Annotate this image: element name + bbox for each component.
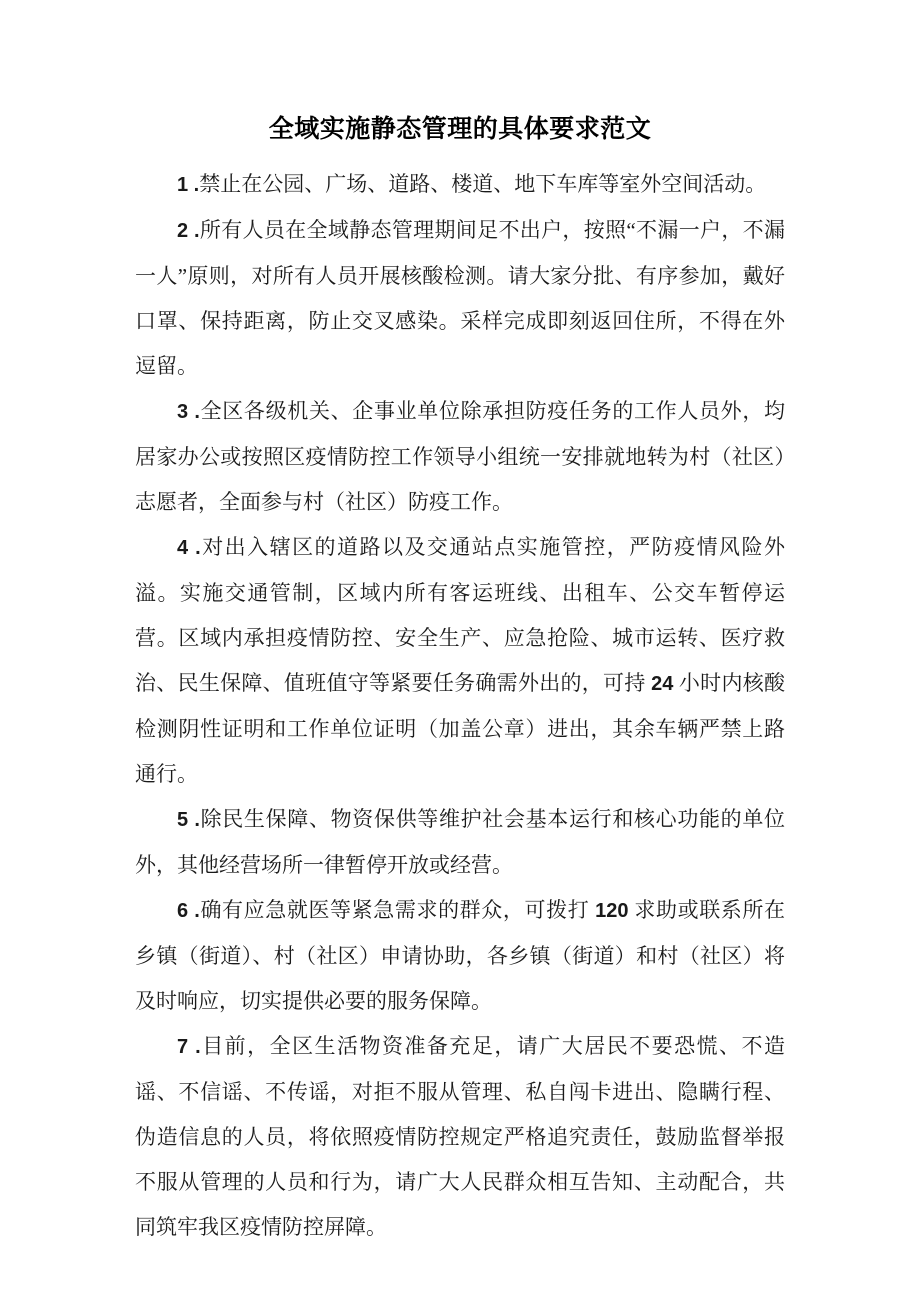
- paragraph-item-7: [135, 1024, 785, 1250]
- list-separator-3: .: [188, 401, 200, 423]
- paragraph-text-5: 除民生保障、物资保供等维护社会基本运行和核心功能的单位外，其他经营场所一律暂停开放或经营。: [135, 807, 785, 877]
- inline-number-120: 120: [595, 900, 629, 922]
- list-number-5: 5: [177, 809, 189, 831]
- list-number-6: 6: [177, 900, 189, 922]
- list-number-7: 7: [177, 1036, 189, 1058]
- list-separator-2: .: [188, 220, 200, 242]
- paragraph-text-6-after: 求助或联系所在乡镇（街道）、村（社区）申请协助，各乡镇（街道）和村（社区）将及时响应，切实提供必要的服务保障。: [135, 898, 785, 1013]
- paragraph-item-2: [135, 208, 785, 389]
- paragraph-text-7: 目前，全区生活物资准备充足，请广大居民不要恐慌、不造谣、不信谣、不传谣，对拒不服从管理、私自闯卡进出、隐瞒行程、伪造信息的人员，将依照疫情防控规定严格追究责任，鼓励监督举报不服从管理的人员和行为，请广大人民群众相互告知、主动配合，共同筑牢我区疫情防控屏障。: [135, 1034, 785, 1239]
- document-body: [135, 108, 785, 1250]
- document-title: 全域实施静态管理的具体要求范文: [268, 115, 652, 143]
- list-separator-7: .: [188, 1036, 201, 1058]
- list-separator-4: .: [188, 537, 201, 559]
- paragraph-item-4: [135, 525, 785, 797]
- paragraph-item-3: [135, 389, 785, 525]
- paragraph-item-5: [135, 797, 785, 888]
- paragraph-text-6-before: 确有应急就医等紧急需求的群众，可拨打: [199, 898, 596, 922]
- list-number-1: 1: [177, 174, 189, 196]
- paragraph-text-4-before: 对出入辖区的道路以及交通站点实施管控，严防疫情风险外溢。实施交通管制，区域内所有客运班线、出租车、公交车暂停运营。区域内承担疫情防控、安全生产、应急抢险、城市运转、医疗救治、民生保障、值班值守等紧要任务确需外出的，可持: [135, 535, 785, 695]
- list-number-2: 2: [177, 220, 189, 242]
- list-separator-5: .: [188, 809, 200, 831]
- paragraph-text-2: 所有人员在全域静态管理期间足不出户，按照“不漏一户，不漏一人”原则，对所有人员开展核酸检测。请大家分批、有序参加，戴好口罩、保持距离，防止交叉感染。采样完成即刻返回住所，不得在外逗留。: [135, 218, 785, 378]
- paragraph-item-6: [135, 888, 785, 1024]
- list-number-3: 3: [177, 401, 189, 423]
- paragraph-text-1: 禁止在公园、广场、道路、楼道、地下车库等室外空间活动。: [199, 172, 767, 196]
- list-separator-1: .: [188, 174, 200, 196]
- inline-number-24: 24: [651, 673, 674, 695]
- paragraph-text-3: 全区各级机关、企事业单位除承担防疫任务的工作人员外，均居家办公或按照区疫情防控工作领导小组统一安排就地转为村（社区）志愿者，全面参与村（社区）防疫工作。: [135, 399, 785, 514]
- list-number-4: 4: [177, 537, 189, 559]
- paragraph-text-4-after: 小时内核酸检测阴性证明和工作单位证明（加盖公章）进出，其余车辆严禁上路通行。: [135, 671, 785, 786]
- paragraph-item-1: [135, 162, 785, 208]
- list-separator-6: .: [188, 900, 200, 922]
